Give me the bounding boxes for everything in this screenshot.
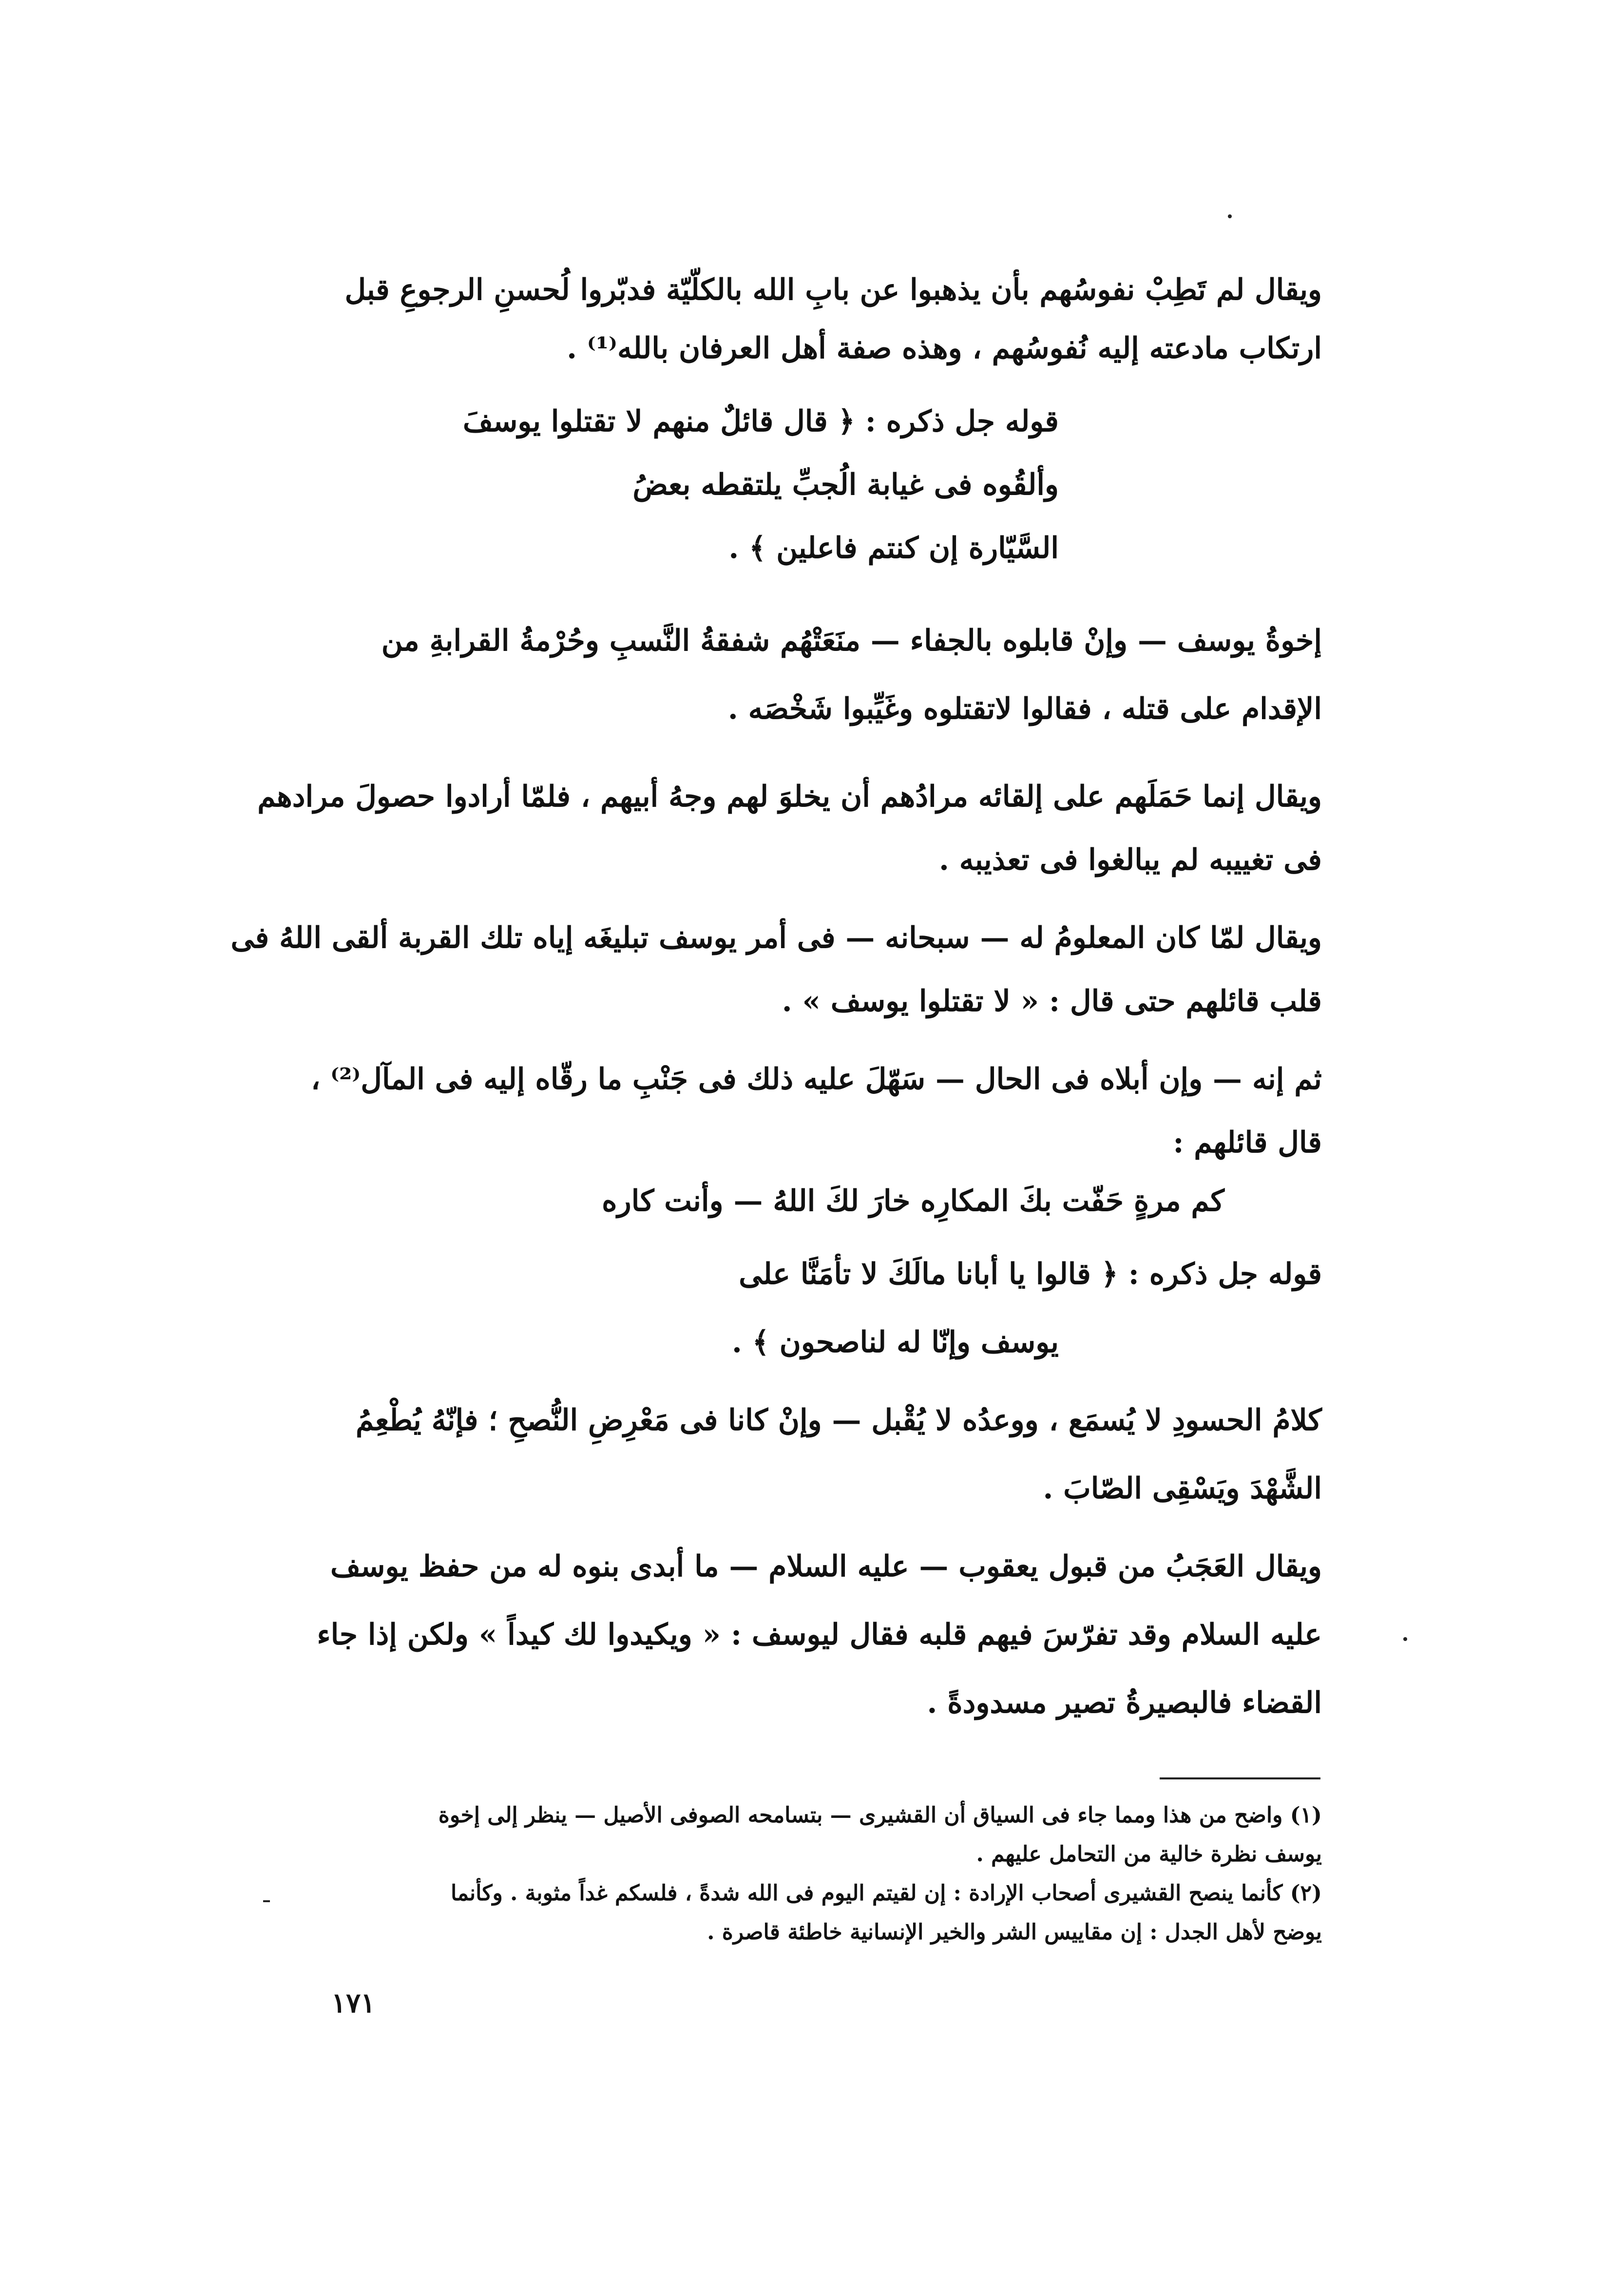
speck-left (263, 1900, 270, 1902)
body-line-10: ويقال لمّا كان المعلومُ له — سبحانه — فى أمر يوسف تبليغَه إياه تلك القربة ألقى اللهُ فى (230, 921, 1322, 955)
verse-heading-4: قوله جل ذكره : ﴿ قالوا يا أبانا مالَكَ لا تأمَنَّا على (739, 1257, 1322, 1291)
speck-top (1228, 214, 1232, 218)
body-line-13: قال قائلهم : (1173, 1126, 1322, 1160)
body-line-11: قلب قائلهم حتى قال : « لا تقتلوا يوسف » . (782, 984, 1322, 1018)
verse-heading-2: وألقُوه فى غيابة الُجبِّ يلتقطه بعضُ (632, 468, 1059, 502)
verse-heading-5: يوسف وإنّا له لناصحون ﴾ . (731, 1325, 1059, 1359)
footnote-2-line-1: (٢) كأنما ينصح القشيرى أصحاب الإرادة : إن لقيتم اليوم فى الله شدةً ، فلسكم غداً مثوبة . وكأنما (451, 1881, 1322, 1906)
body-line-6: إخوةُ يوسف — وإنْ قابلوه بالجفاء — منَعَتْهُم شفقةُ النَّسبِ وحُرْمةُ القرابةِ من (381, 624, 1322, 658)
body-line-7: الإقدام على قتله ، فقالوا لاتقتلوه وغَيِّبوا شَخْصَه . (727, 692, 1322, 726)
body-line-8: ويقال إنما حَمَلَهم على إلقائه مرادُهم أن يخلوَ لهم وجهُ أبيهم ، فلمّا أرادوا حصولَ مرادهم (257, 780, 1322, 814)
footnote-2-line-2: يوضح لأهل الجدل : إن مقاييس الشر والخير الإنسانية خاطئة قاصرة . (707, 1920, 1322, 1945)
poetry-line: كم مرةٍ حَفّت بكَ المكارِه خارَ لكَ اللهُ — وأنت كاره (602, 1184, 1224, 1218)
body-line-18: الشَّهْدَ ويَسْقِى الصّابَ . (1043, 1471, 1322, 1506)
footnote-1-line-2: يوسف نظرة خالية من التحامل عليهم . (976, 1842, 1322, 1867)
page-number: ١٧١ (331, 1987, 376, 2019)
body-line-2: ارتكاب مادعته إليه نُفوسُهم ، وهذه صفة أهل العرفان بالله⁽¹⁾ . (567, 331, 1322, 365)
body-line-12: ثم إنه — وإن أبلاه فى الحال — سَهّلَ عليه ذلك فى جَنْبِ ما رقّاه إليه فى المآل⁽²⁾ ، (310, 1062, 1322, 1096)
body-line-20: عليه السلام وقد تفرّسَ فيهم قلبه فقال ليوسف : « ويكيدوا لك كيداً » ولكن إذا جاء (317, 1618, 1322, 1652)
verse-heading-3: السَّيّارة إن كنتم فاعلين ﴾ . (728, 531, 1059, 565)
body-line-9: فى تغييبه لم يبالغوا فى تعذيبه . (938, 843, 1322, 877)
body-line-17: كلامُ الحسودِ لا يُسمَع ، ووعدُه لا يُقْبل — وإنْ كانا فى مَعْرِضِ النُّصحِ ؛ فإنّهُ يُطْعِمُ (355, 1403, 1322, 1437)
body-line-21: القضاء فالبصيرةُ تصير مسدودةً . (927, 1686, 1322, 1720)
body-line-19: ويقال العَجَبُ من قبول يعقوب — عليه السلام — ما أبدى بنوه له من حفظ يوسف (330, 1549, 1322, 1584)
verse-heading-1: قوله جل ذكره : ﴿ قال قائلٌ منهم لا تقتلوا يوسفَ (462, 404, 1059, 439)
footnote-1-line-1: (١) واضح من هذا ومما جاء فى السياق أن القشيرى — بتسامحه الصوفى الأصيل — ينظر إلى إخوة (438, 1803, 1322, 1828)
footnote-separator (1160, 1777, 1320, 1779)
body-line-1: ويقال لم تَطِبْ نفوسُهم بأن يذهبوا عن بابِ الله بالكلّيّة فدبّروا لُحسنِ الرجوعِ قبل (344, 273, 1322, 307)
speck-right (1403, 1637, 1407, 1641)
